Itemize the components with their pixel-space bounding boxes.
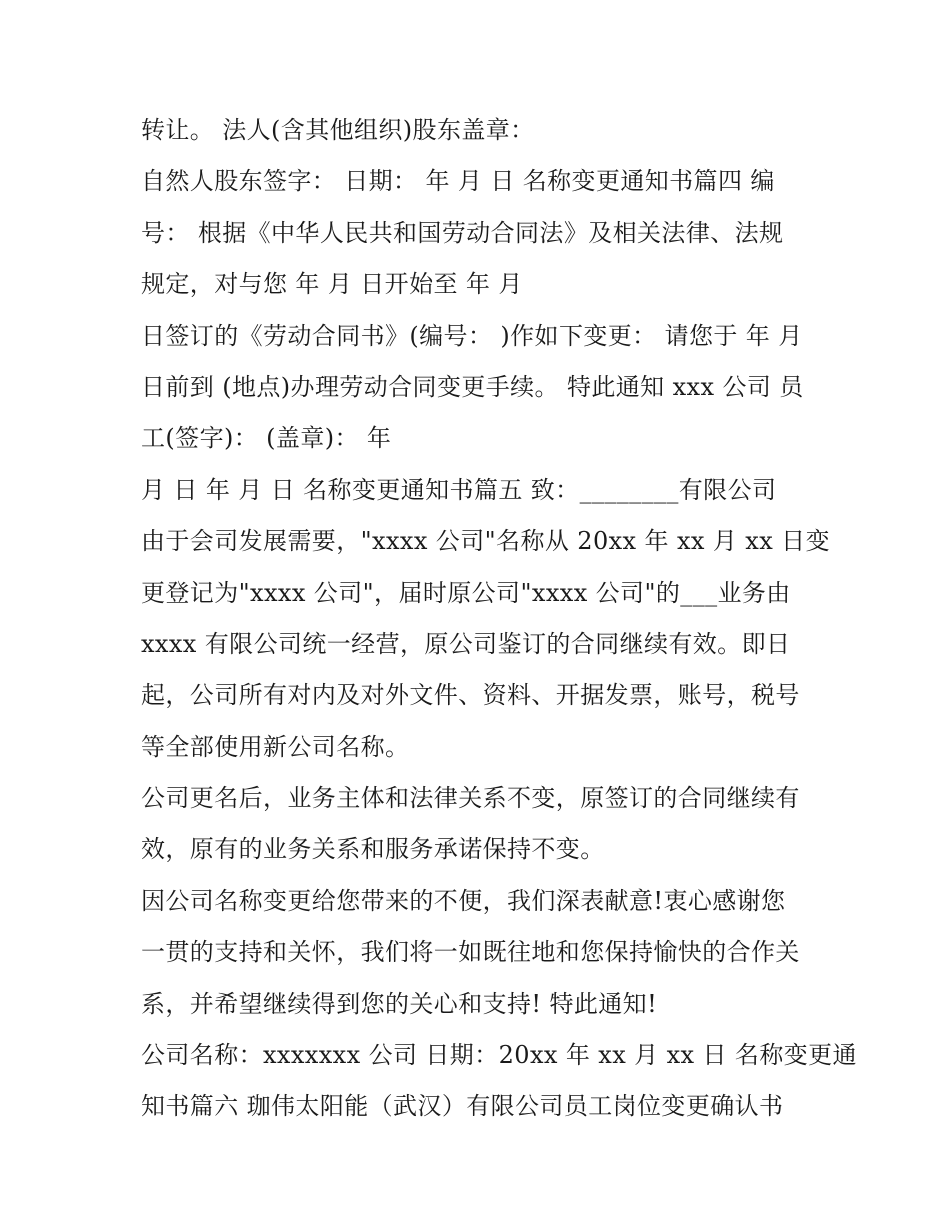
text-line: 知书篇六 珈伟太阳能（武汉）有限公司员工岗位变更确认书 — [141, 1092, 784, 1121]
text-line: 起，公司所有对内及对外文件、资料、开据发票，账号，税号 — [141, 681, 800, 710]
text-line: 月 日 年 月 日 名称变更通知书篇五 致：________有限公司 — [141, 475, 777, 504]
text-line: 自然人股东签字： 日期： 年 月 日 名称变更通知书篇四 编 — [141, 167, 775, 196]
text-line: 号： 根据《中华人民共和国劳动合同法》及相关法律、法规 — [141, 218, 784, 247]
text-line: 一贯的支持和关怀，我们将一如既往地和您保持愉快的合作关 — [141, 938, 800, 967]
text-line: 日前到 (地点)办理劳动合同变更手续。 特此通知 xxx 公司 员 — [141, 372, 804, 401]
text-line: 公司更名后，业务主体和法律关系不变，原签订的合同继续有 — [141, 784, 800, 813]
text-line: 转让。 法人(含其他组织)股东盖章： — [141, 116, 535, 144]
text-line: 等全部使用新公司名称。 — [141, 732, 410, 761]
text-line: xxxx 有限公司统一经营，原公司鉴订的合同继续有效。即日 — [141, 629, 791, 658]
text-line: 规定，对与您 年 月 日开始至 年 月 — [141, 270, 523, 299]
text-line: 工(签字)： (盖章)： 年 — [141, 424, 392, 453]
text-line: 日签订的《劳动合同书》(编号： )作如下变更： 请您于 年 月 — [141, 321, 803, 350]
document-body — [141, 108, 857, 1136]
text-line: 系，并希望继续得到您的关心和支持! 特此通知! — [141, 989, 658, 1018]
text-line: 效，原有的业务关系和服务承诺保持不变。 — [141, 835, 605, 864]
text-line: 更登记为"xxxx 公司"，届时原公司"xxxx 公司"的___业务由 — [141, 578, 791, 607]
text-line: 公司名称：xxxxxxx 公司 日期：20xx 年 xx 月 xx 日 名称变更通 — [141, 1041, 857, 1070]
text-line: 因公司名称变更给您带来的不便，我们深表献意!衷心感谢您 — [141, 886, 786, 915]
text-line: 由于会司发展需要，"xxxx 公司"名称从 20xx 年 xx 月 xx 日变 — [141, 527, 830, 556]
